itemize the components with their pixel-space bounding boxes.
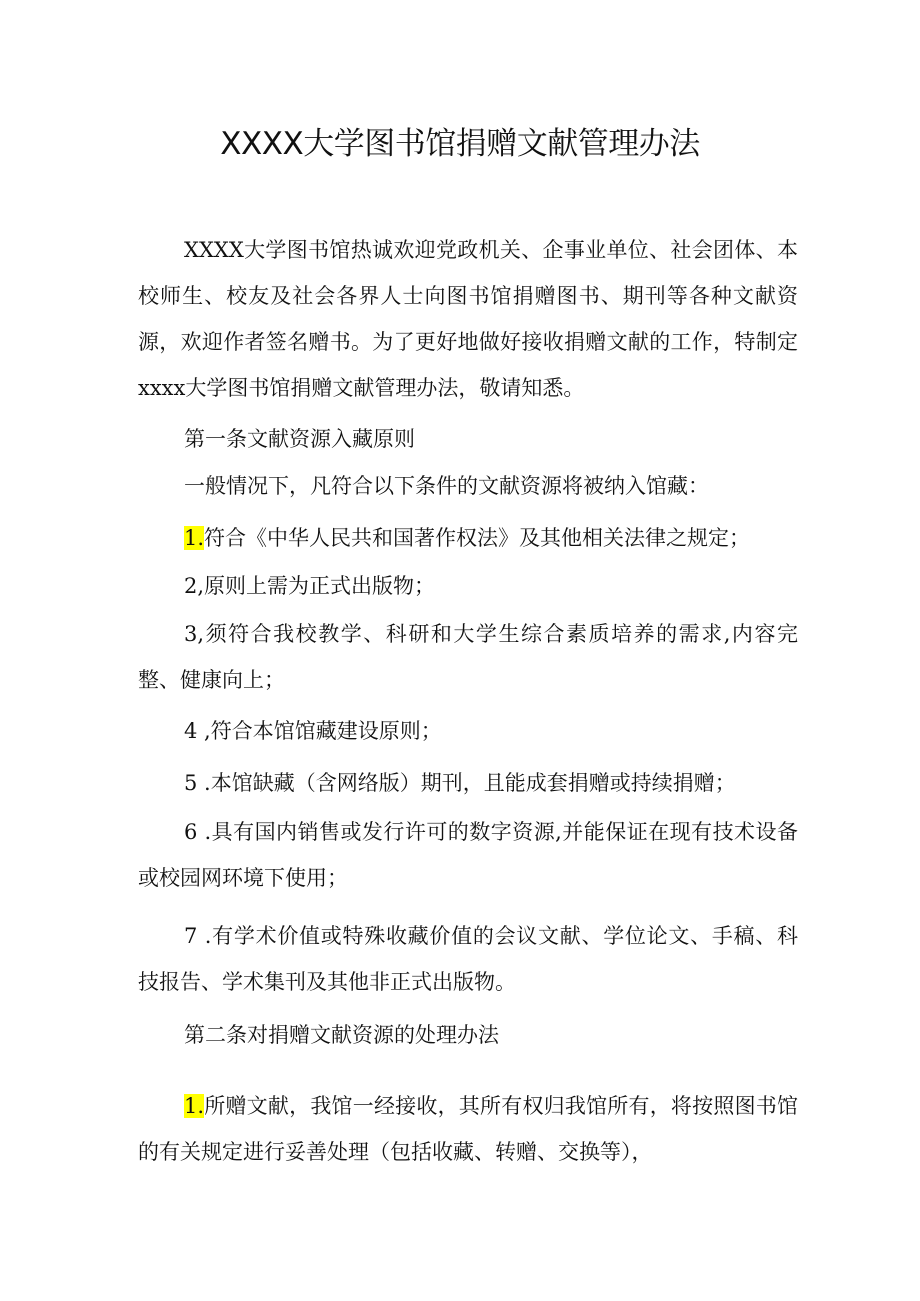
- article2-item1: [138, 1083, 798, 1175]
- article1-item2: 2,原则上需为正式出版物；: [184, 574, 436, 598]
- article2-item1-text: 所赠文献，我馆一经接收，其所有权归我馆所有，将按照图书馆的有关规定进行妥善处理（包括收藏、转赠、交换等），: [138, 1094, 798, 1164]
- article2-heading: 第二条对捐赠文献资源的处理办法: [184, 1023, 499, 1047]
- article1-item3: 3,须符合我校教学、科研和大学生综合素质培养的需求,内容完整、健康向上；: [138, 622, 798, 692]
- document-title: XXXX大学图书馆捐赠文献管理办法: [220, 126, 700, 162]
- article1-heading: 第一条文献资源入藏原则: [184, 427, 415, 451]
- article1-item7: 7 .有学术价值或特殊收藏价值的会议文献、学位论文、手稿、科技报告、学术集刊及其他非正式出版物。: [138, 924, 798, 994]
- article1-item6: 6 .具有国内销售或发行许可的数字资源,并能保证在现有技术设备或校园网环境下使用；: [138, 820, 798, 890]
- article1-lead: 一般情况下，凡符合以下条件的文献资源将被纳入馆藏：: [184, 474, 709, 498]
- article1-item4: 4 ,符合本馆馆藏建设原则；: [184, 719, 442, 743]
- highlighted-number: 1.: [184, 526, 205, 550]
- article1-item1-text: 符合《中华人民共和国著作权法》及其他相关法律之规定；: [204, 526, 751, 550]
- intro-paragraph: XXXX大学图书馆热诚欢迎党政机关、企事业单位、社会团体、本校师生、校友及社会各界人士向图书馆捐赠图书、期刊等各种文献资源，欢迎作者签名赠书。为了更好地做好接收捐赠文献的工作，特制定xxxx大学图书馆捐赠文献管理办法，敬请知悉。: [138, 238, 798, 400]
- highlighted-number: 1.: [184, 1094, 205, 1118]
- article1-item1: [138, 515, 798, 561]
- article1-item5: 5 .本馆缺藏（含网络版）期刊，且能成套捐赠或持续捐赠；: [184, 771, 736, 795]
